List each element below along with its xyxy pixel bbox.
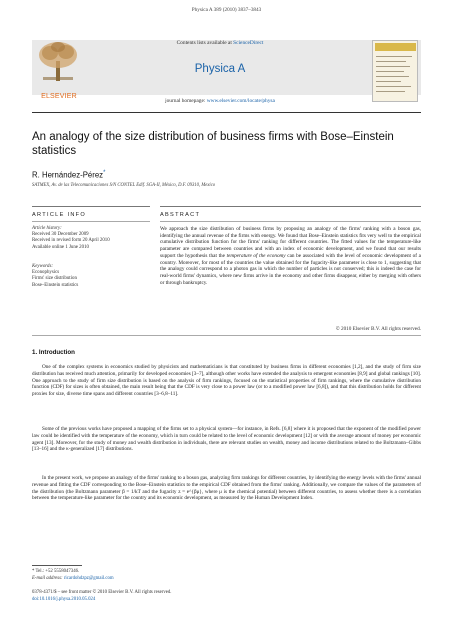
journal-title: Physica A [194,63,246,75]
footnote-rule [32,565,82,566]
issn-line: 0378-4371/$ – see front matter © 2010 Elsevier B.V. All rights reserved. [32,590,172,595]
contents-prefix: Contents lists available at [176,40,234,46]
article-info-heading: ARTICLE INFO [32,212,87,218]
email-label: E-mail address: [32,576,64,581]
introduction-heading: 1. Introduction [32,349,75,356]
keyword-item: Firms' size distribution [32,276,77,282]
journal-citation: Physica A 389 (2010) 3837–3843 [191,7,262,13]
abstract-part-2: can be associated with the level of economic development of a country. Moreover, for most of the countries the value obtained for the fugacity-like parameter is close to 1, suggesting that the analogy could correspond to a photon gas in which the number of particles is not conserved; this is indeed the case for real-world firms' dynamics, where new firms arrive in the economy and other firms disappear, either by merging with others or through bankruptcy. [160,252,421,286]
copyright-line: © 2010 Elsevier B.V. All rights reserved. [335,326,421,332]
journal-homepage-line [100,98,340,104]
keywords-label: Keywords: [32,264,54,269]
author-footnote-mark[interactable]: * [103,170,106,176]
info-top-rule [32,206,150,207]
homepage-link[interactable]: www.elsevier.com/locate/physa [206,98,275,104]
cover-line [376,91,405,92]
homepage-prefix: journal homepage: [165,98,207,104]
abstract-text [160,226,421,286]
abstract-sub-rule [160,221,421,222]
elsevier-tree-logo-icon [35,39,81,83]
author-affiliation: SATMEX, Av. de las Telecomunicaciones S/N CONTEL Edif. SGA-II, México, D.F. 09310, Mexico [32,183,216,188]
keyword-item: Bose–Einstein statistics [32,282,79,288]
article-title: An analogy of the size distribution of business firms with Bose–Einstein statistics [32,131,394,157]
revised-date: Received in revised form 20 April 2010 [32,238,110,244]
cover-line [376,56,412,57]
intro-paragraph-1: One of the complex systems in economics studied by physicists and mathematicians is that constituted by business firms in different economies [1,2], and the study of firm size distribution has received much attention, primarily for developed economies [3–7], although other works have extended the analysis to emergent economies [8,9] and global rankings [10]. One approach to the study of firm size distribution is based on the analysis of firm rankings, focused on the statistical properties of firm rankings, where the cumulative distribution function (CDF) for sizes is often obtained, the main result being that the CDF is very close to a power law (or to a modified power law [6,8]), and that this distribution holds for different proxies for size, diverse time spans and different countries [3–6,8–11]. [32,364,421,397]
footnote-email [32,576,421,582]
history-label: Article history: [32,226,62,231]
cover-line [376,66,410,67]
info-sub-rule [32,221,150,222]
footnote-tel: * Tel.: +52 5558047346. [32,569,80,574]
cover-line [376,76,409,77]
email-link[interactable]: ricardohdzpz@gmail.com [63,576,114,581]
header-divider [32,112,421,113]
cover-header-bar [375,43,416,51]
abstract-italic: temperature of the economy [226,252,286,259]
contents-line [100,40,340,46]
keyword-item: Econophysics [32,270,60,276]
article-history [32,226,150,251]
cover-line [376,71,404,72]
online-date: Available online 1 June 2010 [32,244,89,250]
abstract-heading: ABSTRACT [160,212,201,218]
abstract-part-1: We approach the size distribution of business firms by proposing an analogy of the firms' ranking with a boson gas, identifying the annual revenue of the firms with energy. We found that Bose–Einstein statistics fits very well to the empirical cumulative distribution function for the firms' ranking for different countries. The fitted values for the temperature-like parameter are compared between countries and with an index of economic development, and we found that our results support the hypothesis that the [160,226,421,259]
author-name: R. Hernández-Pérez [32,170,104,180]
abstract-top-rule [160,206,421,207]
abstract-bottom-rule [32,335,421,336]
intro-paragraph-3: In the present work, we propose an analogy of the firms' ranking to a boson gas, analyzing firm rankings for different countries, by identifying the energy levels with the firms' annual revenue and fitting the CDF corresponding to the Bose–Einstein statistics to the empirical CDF obtained from the firms' ranking. Additionally, we compare the values of the parameters of the distribution (the Boltzmann parameter β = 1/kT and the fugacity z = e^{βμ}, where μ is the chemical potential) between different countries, to assess whether there is a correlation between the temperature-like parameter for the country and its economic development, as measured by the Human Development Index. [32,475,421,502]
cover-line [376,86,411,87]
cover-line [376,61,406,62]
keywords-block [32,264,150,289]
sciencedirect-link[interactable]: ScienceDirect [233,40,264,46]
doi-link[interactable]: doi:10.1016/j.physa.2010.05.024 [32,597,96,602]
received-date: Received 30 December 2009 [32,232,89,238]
intro-paragraph-2: Some of the previous works have proposed a mapping of the firms set to a physical system—for instance, in Refs. [6,8] where it is proposed that the exponent of the modified power law could be identified with the temperature of the economy, which in turn could be related to the level of economic development [12] or with the average amount of money per economic agent [13]. Moreover, for the study of money and wealth distribution in individuals, there are relevant studies on wealth, money and income distributions related to the Boltzmann–Gibbs [13–16] and the κ-generalized [17] distributions. [32,426,421,453]
cover-line [376,81,401,82]
elsevier-wordmark: ELSEVIER [41,93,77,100]
journal-cover-thumbnail [372,40,418,102]
author-line [32,170,105,180]
